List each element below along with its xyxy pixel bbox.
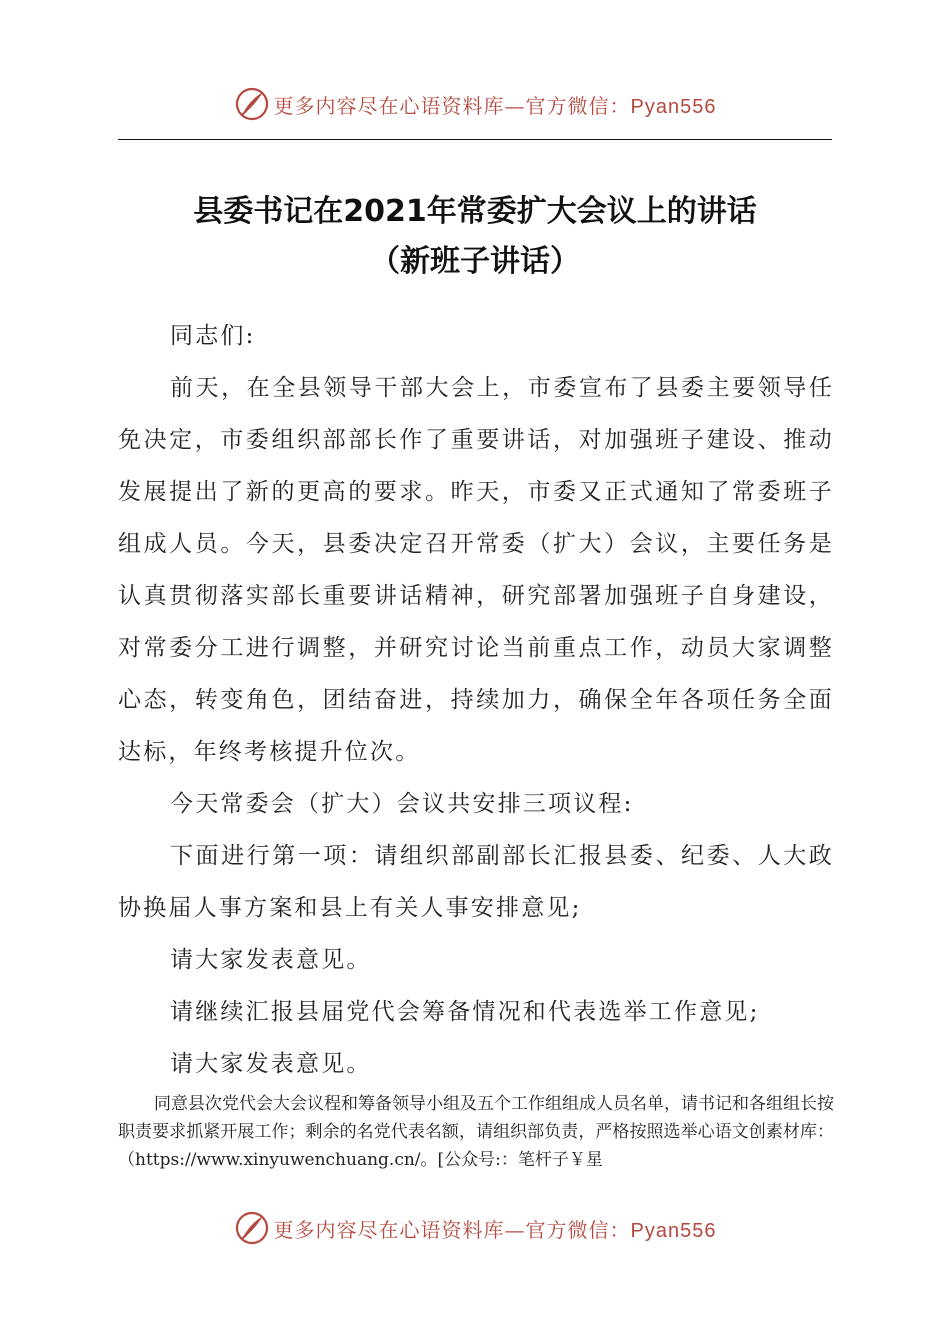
footer-banner-text: 更多内容尽在心语资料库—官方微信：Pyan556 [273, 1217, 717, 1242]
quill-pen-icon [234, 86, 270, 122]
header-banner-text: 更多内容尽在心语资料库—官方微信：Pyan556 [273, 93, 717, 118]
document-subtitle: （新班子讲话） [370, 244, 580, 279]
header-divider [118, 139, 832, 140]
body-paragraph: 请大家发表意见。 [170, 1051, 372, 1077]
header-banner [0, 84, 950, 124]
body-paragraph: 前天，在全县领导干部大会上，市委宣布了县委主要领导任免决定，市委组织部部长作了重要讲话，对加强班子建设、推动发展提出了新的更高的要求。昨天，市委又正式通知了常委班子组成人员。今天，县委决定召开常委（扩大）会议，主要任务是认真贯彻落实部长重要讲话精神，研究部署加强班子自身建设，对常委分工进行调整，并研究讨论当前重点工作，动员大家调整心态，转变角色，团结奋进，持续加力，确保全年各项任务全面达标，年终考核提升位次。 [118, 375, 834, 765]
body-paragraph: 下面进行第一项：请组织部副部长汇报县委、纪委、人大政协换届人事方案和县上有关人事安排意见; [118, 843, 834, 921]
footer-banner [0, 1208, 950, 1248]
body-paragraph: 请大家发表意见。 [170, 947, 372, 973]
salutation: 同志们: [170, 323, 256, 349]
small-text-paragraph: 同意县次党代会大会议程和筹备领导小组及五个工作组组成人员名单，请书记和各组组长按职责要求抓紧开展工作；剩余的名党代表名额，请组织部负责，严格按照选举心语文创素材库：（https://www.xinyuwenchuang.cn/。[公众号:：笔杆子￥星 [118, 1094, 834, 1170]
body-paragraph: 今天常委会（扩大）会议共安排三项议程: [170, 791, 634, 817]
body-paragraph: 请继续汇报县届党代会筹备情况和代表选举工作意见; [170, 999, 760, 1025]
quill-pen-icon [234, 1210, 270, 1246]
document-title: 县委书记在2021年常委扩大会议上的讲话 [193, 194, 757, 229]
